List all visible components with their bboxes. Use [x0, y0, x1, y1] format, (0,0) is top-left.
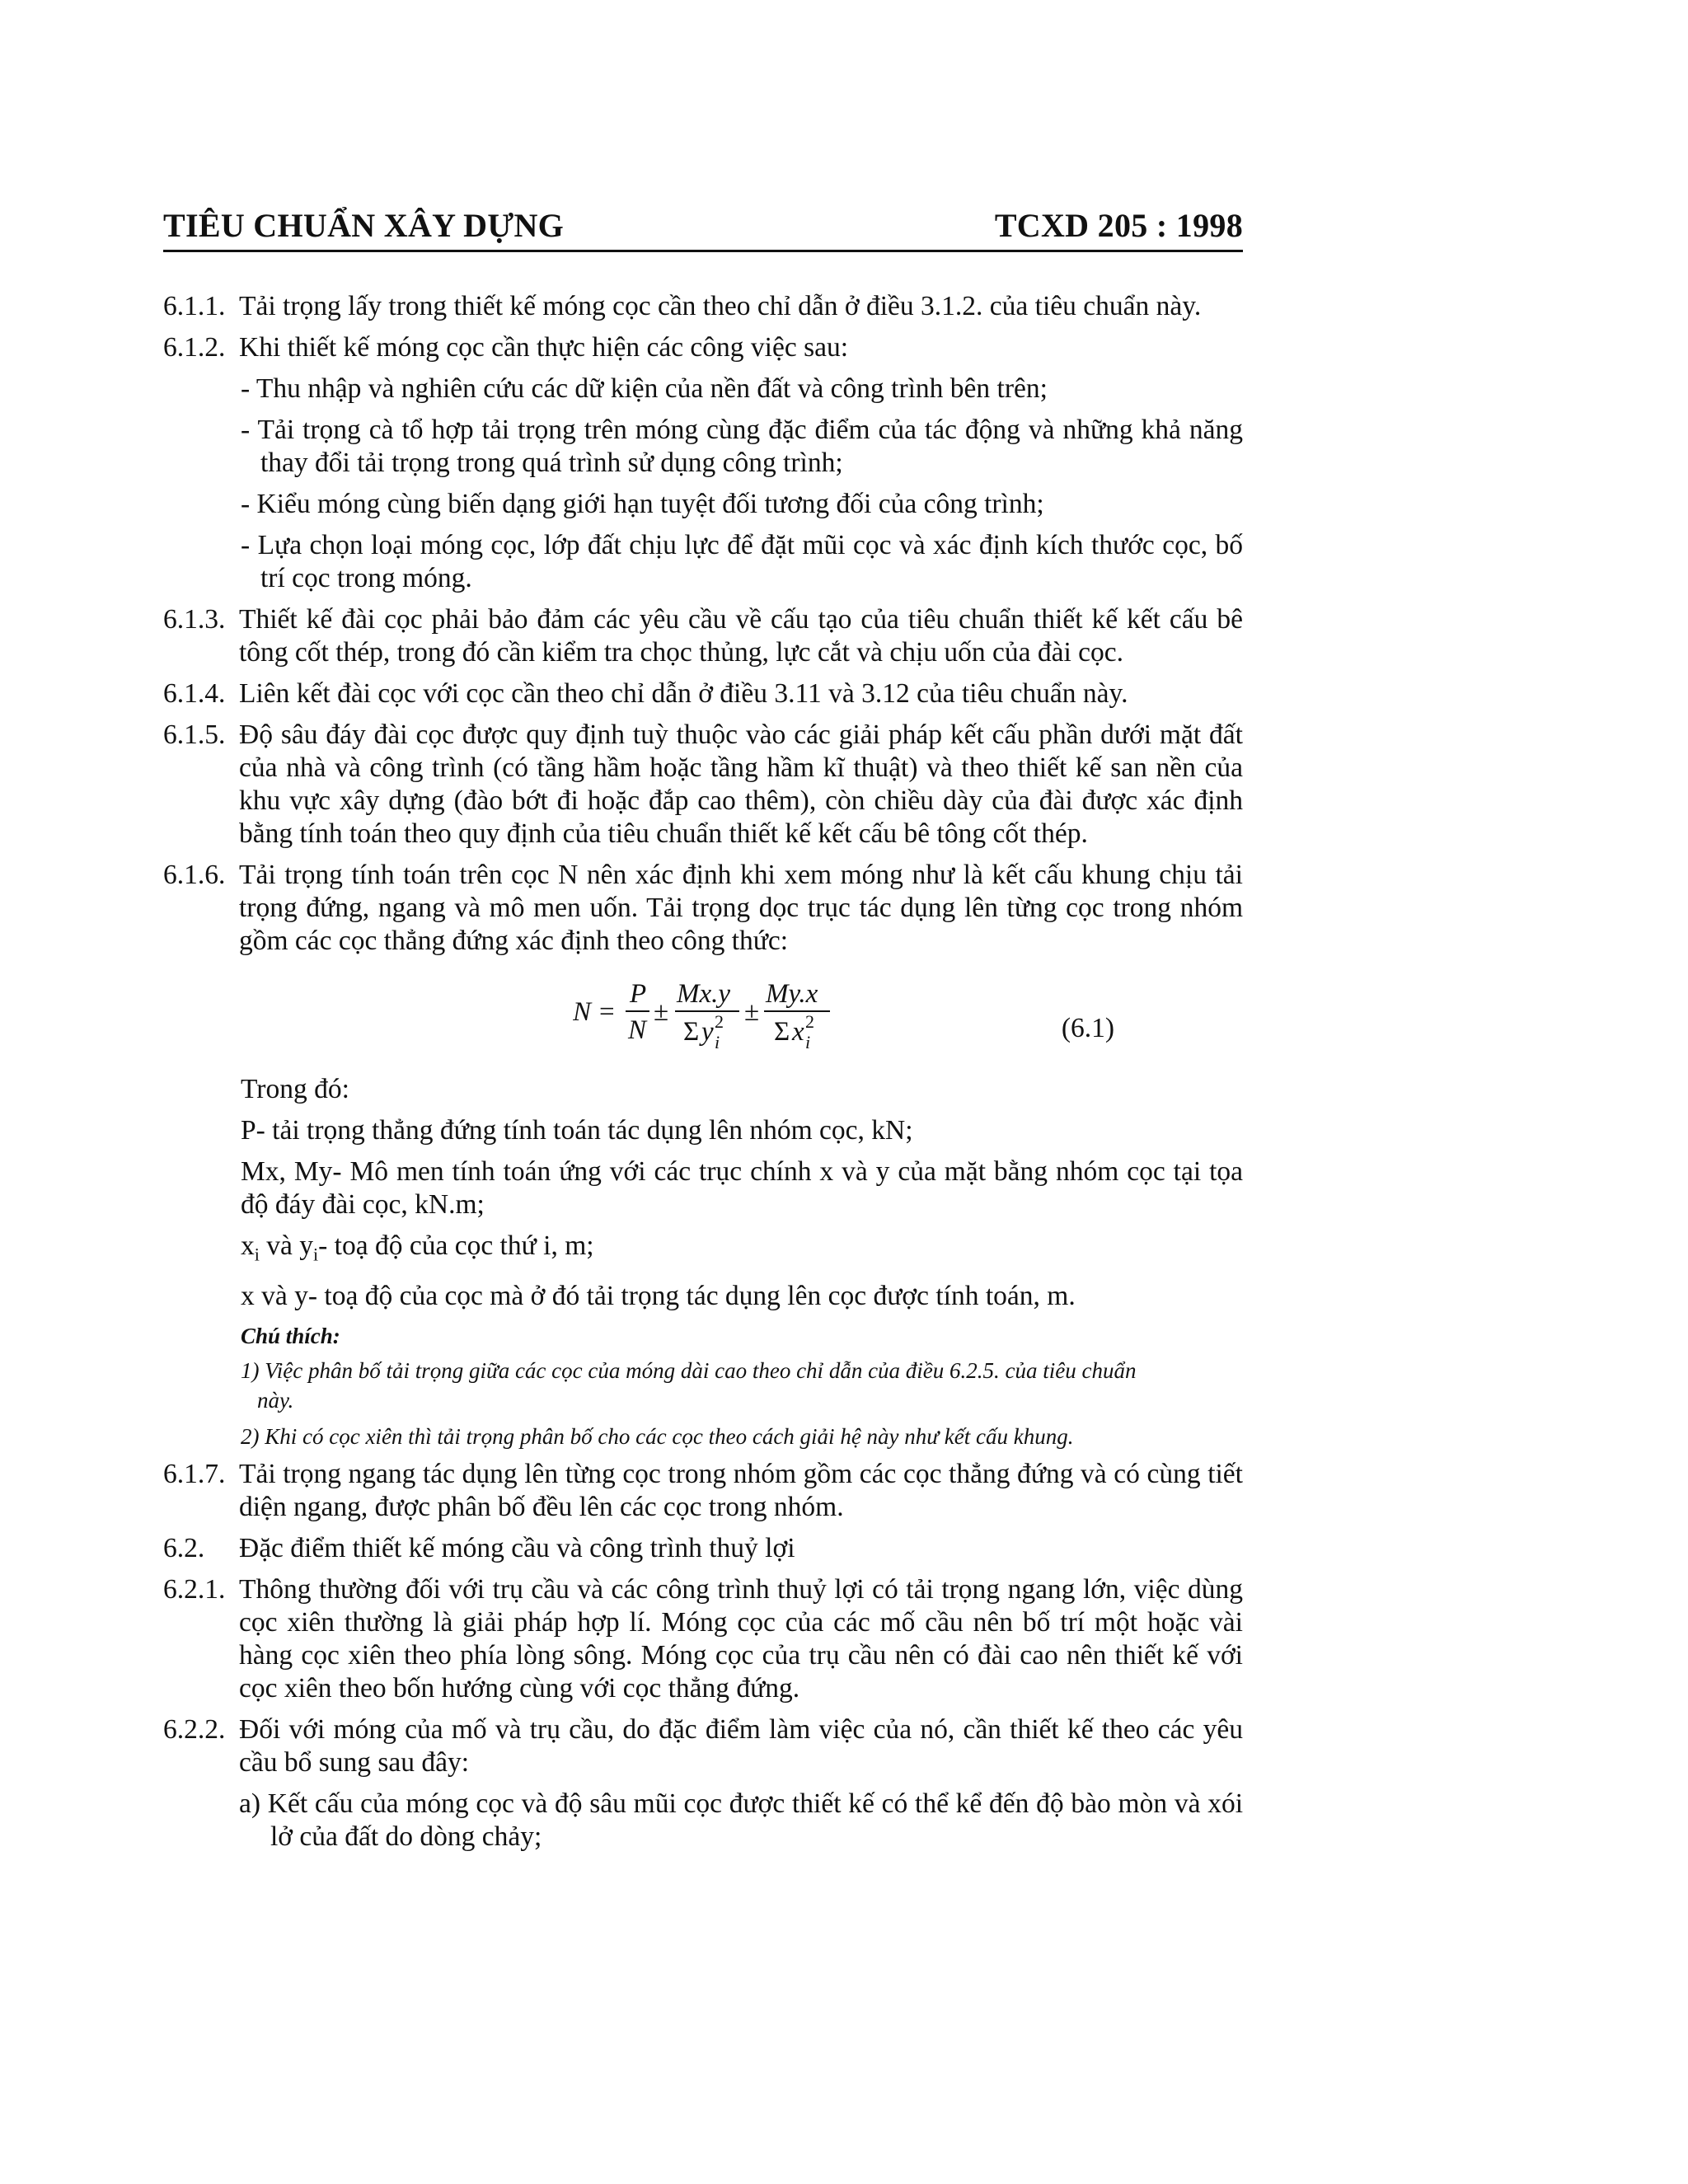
- definition-item: $x_i$ và $y_i-$ toạ độ của cọc thứ i, m;: [241, 1230, 594, 1265]
- clause-text: Thông thường đối với trụ cầu và các công trình thuỷ lợi có tải trọng ngang lớn, việc dùng cọc xiên thường là giải pháp hợp lí. Móng cọc của các mố cầu nên bố trí một hoặc vài hàng cọc xiên theo phía lòng sông. Móng cọc của trụ cầu nên có đài cao nên thiết kế với cọc xiên theo bốn hướng cùng với cọc thẳng đứng.: [239, 1573, 1243, 1704]
- clause-number: 6.1.5.: [163, 719, 226, 750]
- section-title: Đặc điểm thiết kế móng cầu và công trình thuỷ lợi: [239, 1532, 795, 1563]
- note-title: Chú thích:: [241, 1323, 340, 1348]
- clause-text: Đối với móng của mố và trụ cầu, do đặc điểm làm việc của nó, cần thiết kế theo các yêu cầu bổ sung sau đây:: [239, 1713, 1243, 1778]
- term2-numerator: Mx.y: [677, 979, 731, 1009]
- clause-text: Độ sâu đáy đài cọc được quy định tuỳ thuộc vào các giải pháp kết cấu phần dưới mặt đất của nhà và công trình (có tầng hầm hoặc tầng hầm kĩ thuật) và theo thiết kế san nền của khu vực xây dựng (đào bớt đi hoặc đắp cao thêm), còn chiều dày của đài được xác định bằng tính toán theo quy định của tiêu chuẩn thiết kế kết cấu bê tông cốt thép.: [239, 719, 1243, 849]
- page-header: [163, 206, 1243, 245]
- clause-text: Thiết kế đài cọc phải bảo đảm các yêu cầu về cấu tạo của tiêu chuẩn thiết kế kết cấu bê tông cốt thép, trong đó cần kiểm tra chọc thủng, lực cắt và chịu uốn của đài cọc.: [239, 604, 1243, 668]
- clause-6-1-4: [163, 677, 1243, 710]
- term3-subscript: i: [805, 1032, 811, 1052]
- definition-item: Mx, My- Mô men tính toán ứng với các trục chính x và y của mặt bằng nhóm cọc tại tọa độ đáy đài cọc, kN.m;: [241, 1156, 1243, 1220]
- clause-text: Tải trọng tính toán trên cọc N nên xác định khi xem móng như là kết cấu khung chịu tải trọng đứng, ngang và mô men uốn. Tải trọng dọc trục tác dụng lên từng cọc trong nhóm gồm các cọc thẳng đứng xác định theo công thức:: [239, 860, 1243, 956]
- note-item: 2) Khi có cọc xiên thì tải trọng phân bố cho các cọc theo cách giải hệ này như kết cấu khung.: [241, 1423, 1074, 1449]
- note-item: 1) Việc phân bố tải trọng giữa các cọc của móng dài cao theo chỉ dẫn của điều 6.2.5. của tiêu chuẩn này.: [241, 1357, 1137, 1413]
- clause-text: Tải trọng ngang tác dụng lên từng cọc trong nhóm gồm các cọc thẳng đứng và có cùng tiết diện ngang, được phân bố đều lên các cọc trong nhóm.: [239, 1458, 1243, 1522]
- clause-number: 6.1.6.: [163, 860, 226, 890]
- clause-number: 6.1.1.: [163, 291, 226, 321]
- document-body: [163, 290, 1243, 1862]
- clause-number: 6.2.: [163, 1532, 205, 1563]
- formula-lhs: N: [573, 997, 592, 1027]
- formula-plus-minus: ±: [654, 997, 669, 1027]
- section-6-2: [163, 1532, 1243, 1565]
- clause-number: 6.2.2.: [163, 1713, 226, 1745]
- formula-plus-minus: ±: [744, 997, 760, 1027]
- list-item: - Thu nhập và nghiên cứu các dữ kiện của nền đất và công trình bên trên;: [241, 373, 1048, 404]
- formula-number: (6.1): [1061, 1013, 1114, 1043]
- standard-code: TCXD 205 : 1998: [994, 207, 1243, 244]
- clause-text: Khi thiết kế móng cọc cần thực hiện các công việc sau:: [239, 332, 849, 363]
- header-divider: [163, 250, 1243, 252]
- list-item: - Tải trọng cà tổ hợp tải trọng trên móng cùng đặc điểm của tác động và những khả năng thay đổi tải trọng trong quá trình sử dụng công trình;: [241, 415, 1243, 478]
- formula-equals: =: [599, 997, 615, 1027]
- clause-number: 6.1.2.: [163, 332, 226, 363]
- term3-exponent: 2: [805, 1011, 814, 1032]
- term1-denominator: N: [628, 1015, 647, 1045]
- where-label: Trong đó:: [241, 1074, 349, 1104]
- term3-variable: x: [792, 1017, 804, 1047]
- clause-6-2-2: [163, 1713, 1243, 1779]
- clause-number: 6.1.4.: [163, 678, 226, 709]
- list-item: a) Kết cấu của móng cọc và độ sâu mũi cọc được thiết kế có thể kể đến độ bào mòn và xói lở của đất do dòng chảy;: [239, 1788, 1243, 1852]
- term2-exponent: 2: [715, 1011, 724, 1032]
- clause-6-1-1: [163, 290, 1243, 323]
- term2-variable: y: [701, 1017, 714, 1047]
- clause-6-1-5: [163, 719, 1243, 851]
- standard-category: TIÊU CHUẨN XÂY DỰNG: [163, 207, 565, 244]
- term2-sigma: Σ: [683, 1017, 700, 1047]
- clause-text: Tải trọng lấy trong thiết kế móng cọc cần theo chỉ dẫn ở điều 3.1.2. của tiêu chuẩn này.: [239, 291, 1202, 321]
- clause-number: 6.2.1.: [163, 1573, 226, 1605]
- clause-number: 6.1.3.: [163, 604, 226, 635]
- term1-numerator: P: [630, 979, 647, 1009]
- clause-6-1-3: [163, 603, 1243, 669]
- definition-item: P- tải trọng thẳng đứng tính toán tác dụng lên nhóm cọc, kN;: [241, 1115, 913, 1146]
- definition-item: x và y- toạ độ của cọc mà ở đó tải trọng tác dụng lên cọc được tính toán, m.: [241, 1280, 1076, 1311]
- formula-6-1: [163, 966, 1243, 1065]
- list-item: - Kiểu móng cùng biến dạng giới hạn tuyệt đối tương đối của công trình;: [241, 489, 1044, 519]
- clause-number: 6.1.7.: [163, 1458, 226, 1489]
- clause-6-1-6: [163, 859, 1243, 958]
- term3-sigma: Σ: [774, 1017, 790, 1047]
- clause-6-2-1: [163, 1573, 1243, 1705]
- term3-numerator: My.x: [766, 979, 818, 1009]
- clause-6-1-7: [163, 1458, 1243, 1524]
- list-item: - Lựa chọn loại móng cọc, lớp đất chịu lực để đặt mũi cọc và xác định kích thước cọc, bố trí cọc trong móng.: [241, 530, 1243, 593]
- clause-6-1-2: [163, 331, 1243, 364]
- clause-text: Liên kết đài cọc với cọc cần theo chỉ dẫn ở điều 3.11 và 3.12 của tiêu chuẩn này.: [239, 678, 1128, 709]
- term2-subscript: i: [715, 1032, 720, 1052]
- formula-expression: [573, 966, 845, 1057]
